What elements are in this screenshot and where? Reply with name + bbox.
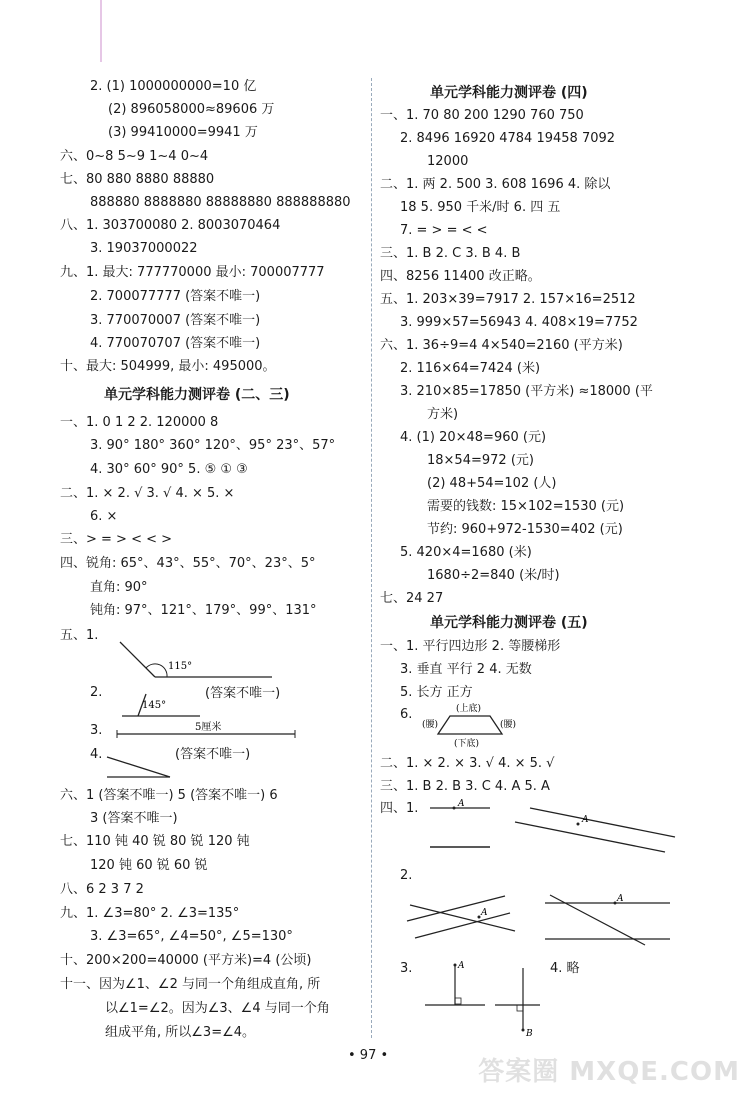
answer-line: 2. (1) 1000000000=10 亿 [90,79,257,94]
section-heading: 单元学科能力测评卷 (五) [430,615,588,631]
svg-text:A: A [458,799,465,809]
answer-line: 4. (1) 20×48=960 (元) [400,430,547,445]
section-heading: 单元学科能力测评卷 (四) [430,85,588,101]
answer-line: 四、锐角: 65°、43°、55°、70°、23°、5° [60,556,316,571]
answer-line: 5. 长方 正方 [400,685,473,700]
answer-line: 5. 420×4=1680 (米) [400,545,532,560]
svg-text:(腰): (腰) [422,720,439,730]
answer-line: 一、1. 0 1 2 2. 120000 8 [60,415,219,430]
svg-text:A: A [458,961,465,971]
answer-note: (答案不唯一) [175,747,251,762]
answer-line: 2. 116×64=7424 (米) [400,361,541,376]
answer-line: 2. 8496 16920 4784 19458 7092 [400,131,616,146]
answer-line: 二、1. 两 2. 500 3. 608 1696 4. 除以 [380,177,611,192]
watermark: 答案圈 MXQE.COM [478,1057,740,1087]
answer-line: 4. [90,747,103,762]
answer-line: 4. 略 [550,961,580,976]
answer-line: 三、1. B 2. B 3. C 4. A 5. A [380,779,550,794]
page-number: • 97 • [348,1048,389,1063]
answer-line: 3. 770070007 (答案不唯一) [90,313,261,328]
answer-line: 五、1. [60,628,99,643]
svg-text:5厘米: 5厘米 [195,722,222,733]
svg-text:(下底): (下底) [454,739,480,749]
answer-line: 七、24 27 [380,591,444,606]
svg-text:(上底): (上底) [456,704,482,714]
answer-line: 2. [90,685,103,700]
answer-line: 3. ∠3=65°, ∠4=50°, ∠5=130° [90,929,293,944]
parallel-lines-figure-1 [420,800,680,860]
perpendicular-figure [420,960,550,1040]
answer-line: 3. 19037000022 [90,241,198,256]
svg-text:145°: 145° [142,700,167,711]
angle-figure-4 [105,755,175,781]
answer-line: 直角: 90° [90,580,148,595]
answer-line: (3) 99410000=9941 万 [108,125,258,140]
parallel-lines-figure-2 [405,893,685,948]
answer-line: 3. 210×85=17850 (平方米) ≈18000 (平 [400,384,653,399]
answer-line: 18×54=972 (元) [427,453,534,468]
trapezoid-figure [420,700,530,748]
answer-line: 888880 8888880 88888880 888888880 [90,195,351,210]
svg-text:115°: 115° [168,661,193,672]
answer-line: 4. 30° 60° 90° 5. ⑤ ① ③ [90,462,248,477]
answer-line: 以∠1=∠2。因为∠3、∠4 与同一个角 [105,1001,330,1016]
svg-text:A: A [617,894,624,904]
answer-note: (答案不唯一) [205,686,281,701]
svg-text:A: A [582,815,589,825]
answer-line: 四、8256 11400 改正略。 [380,269,541,284]
answer-line: 3. [400,961,413,976]
answer-line: 十一、因为∠1、∠2 与同一个角组成直角, 所 [60,977,321,992]
segment-5cm-figure [115,720,300,740]
answer-line: 四、1. [380,801,419,816]
answer-line: 三、> = > < < > [60,532,173,547]
answer-line: 需要的钱数: 15×102=1530 (元) [427,499,625,514]
answer-line: 六、1. 36÷9=4 4×540=2160 (平方米) [380,338,623,353]
answer-line: 120 钝 60 锐 60 锐 [90,858,208,873]
answer-line: 七、80 880 8880 88880 [60,172,215,187]
answer-line: 一、1. 平行四边形 2. 等腰梯形 [380,639,561,654]
answer-line: 6. [400,707,413,722]
column-divider [371,78,372,1038]
answer-line: (2) 48+54=102 (人) [427,476,557,491]
answer-line: 4. 770070707 (答案不唯一) [90,336,261,351]
answer-line: 7. = > = < < [400,223,488,238]
angle-115-figure [100,640,280,680]
answer-line: 钝角: 97°、121°、179°、99°、131° [90,603,317,618]
answer-line: 3 (答案不唯一) [90,811,178,826]
answer-line: 九、1. 最大: 777770000 最小: 700007777 [60,265,325,280]
answer-line: 6. × [90,509,118,524]
answer-line: 三、1. B 2. C 3. B 4. B [380,246,521,261]
svg-text:(腰): (腰) [500,720,517,730]
answer-line: 2. [400,868,413,883]
answer-line: 方米) [427,407,459,422]
answer-line: 2. 700077777 (答案不唯一) [90,289,261,304]
answer-line: 3. [90,723,103,738]
answer-line: 八、6 2 3 7 2 [60,882,144,897]
answer-line: 九、1. ∠3=80° 2. ∠3=135° [60,906,240,921]
answer-line: 七、110 钝 40 锐 80 锐 120 钝 [60,834,250,849]
answer-line: 1680÷2=840 (米/时) [427,568,560,583]
answer-line: 3. 90° 180° 360° 120°、95° 23°、57° [90,438,336,453]
answer-line: 十、200×200=40000 (平方米)=4 (公顷) [60,953,312,968]
section-heading: 单元学科能力测评卷 (二、三) [104,387,290,403]
answer-line: 八、1. 303700080 2. 8003070464 [60,218,281,233]
answer-line: 一、1. 70 80 200 1290 760 750 [380,108,584,123]
answer-line: 3. 999×57=56943 4. 408×19=7752 [400,315,638,330]
answer-line: 18 5. 950 千米/时 6. 四 五 [400,200,561,215]
answer-line: 五、1. 203×39=7917 2. 157×16=2512 [380,292,636,307]
answer-line: 六、1 (答案不唯一) 5 (答案不唯一) 6 [60,788,278,803]
answer-line: 3. 垂直 平行 2 4. 无数 [400,662,532,677]
angle-145-figure [120,690,210,718]
answer-line: 节约: 960+972-1530=402 (元) [427,522,623,537]
answer-line: 二、1. × 2. × 3. √ 4. × 5. √ [380,756,555,771]
margin-mark [100,0,102,62]
svg-text:A: A [481,908,488,918]
answer-line: 12000 [427,154,469,169]
answer-line: 组成平角, 所以∠3=∠4。 [105,1025,256,1040]
answer-line: (2) 896058000≈89606 万 [108,102,275,117]
answer-line: 六、0~8 5~9 1~4 0~4 [60,149,209,164]
svg-text:B: B [526,1029,533,1039]
answer-line: 十、最大: 504999, 最小: 495000。 [60,359,276,374]
answer-line: 二、1. × 2. √ 3. √ 4. × 5. × [60,486,235,501]
